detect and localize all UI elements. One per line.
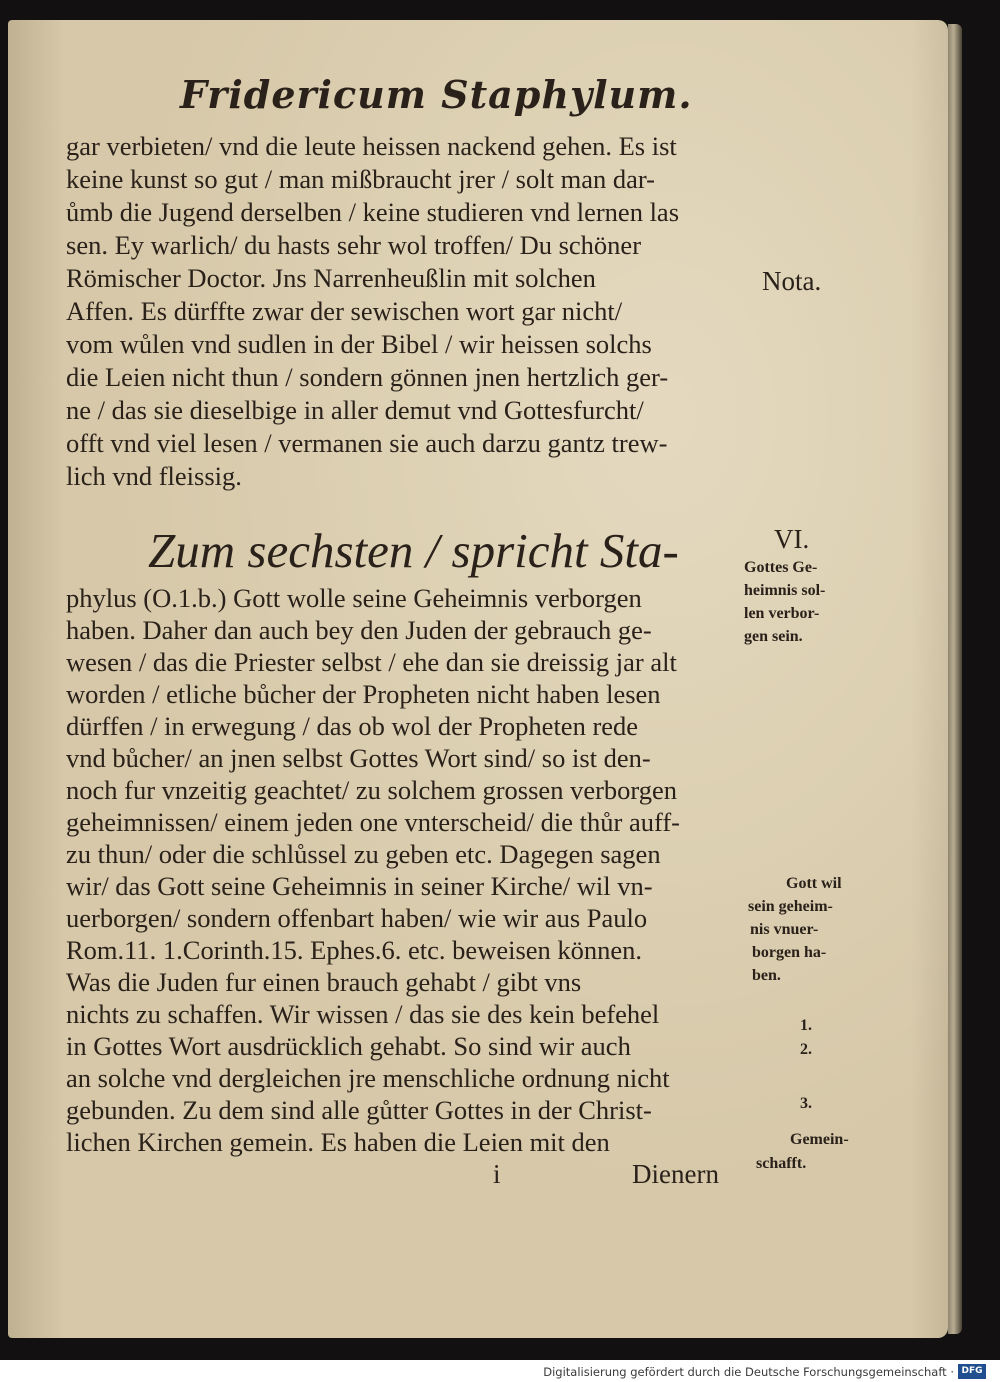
text-line: Affen. Es dürffte zwar der sewischen wort gar nicht/	[66, 296, 623, 326]
text-line: keine kunst so gut / man mißbraucht jrer / solt man dar-	[66, 164, 655, 194]
margin-section-number: VI.	[774, 524, 810, 554]
text-line: noch fur vnzeitig geachtet/ zu solchem grossen verborgen	[66, 775, 678, 805]
signature-mark: i	[493, 1159, 501, 1189]
text-line: lichen Kirchen gemein. Es haben die Leien mit den	[66, 1127, 610, 1157]
text-line: die Leien nicht thun / sondern gönnen jnen hertzlich ger-	[66, 362, 669, 392]
text-line: in Gottes Wort ausdrücklich gehabt. So sind wir auch	[66, 1031, 631, 1061]
margin-note-line: len verbor-	[744, 605, 820, 622]
text-line: vom wůlen vnd sudlen in der Bibel / wir heissen solchs	[66, 329, 652, 359]
dfg-logo: DFG	[958, 1364, 986, 1379]
margin-note-line: Gemein-	[790, 1131, 849, 1148]
text-line: wesen / das die Priester selbst / ehe dan sie dreissig jar alt	[66, 647, 677, 677]
margin-note-line: sein geheim-	[748, 898, 833, 915]
text-line: lich vnd fleissig.	[66, 461, 242, 491]
text-line: haben. Daher dan auch bey den Juden der gebrauch ge-	[66, 615, 652, 645]
margin-note-line: ben.	[752, 967, 781, 984]
page-edge	[948, 24, 962, 1334]
text-line: ne / das sie dieselbige in aller demut vnd Gottesfurcht/	[66, 395, 644, 425]
margin-note-line: nis vnuer-	[750, 921, 819, 938]
text-line: wir/ das Gott seine Geheimnis in seiner Kirche/ wil vn-	[66, 871, 653, 901]
text-line: Rom.11. 1.Corinth.15. Ephes.6. etc. beweisen können.	[66, 935, 643, 965]
margin-note-line: heimnis sol-	[744, 582, 826, 599]
text-line: gebunden. Zu dem sind alle gůtter Gottes in der Christ-	[66, 1095, 652, 1125]
margin-number: 3.	[800, 1095, 812, 1112]
text-line: nichts zu schaffen. Wir wissen / das sie des kein befehel	[66, 999, 660, 1029]
margin-nota: Nota.	[762, 266, 822, 296]
text-line: gar verbieten/ vnd die leute heissen nackend gehen. Es ist	[66, 131, 677, 161]
dfg-credit: Digitalisierung gefördert durch die Deutsche Forschungsgemeinschaft ·	[543, 1365, 954, 1379]
margin-note-line: Gott wil	[786, 875, 842, 892]
text-line: Was die Juden fur einen brauch gehabt / gibt vns	[66, 967, 582, 997]
text-line: offt vnd viel lesen / vermanen sie auch darzu gantz trew-	[66, 428, 668, 458]
text-line: vnd bůcher/ an jnen selbst Gottes Wort sind/ so ist den-	[66, 743, 651, 773]
text-line: zu thun/ oder die schlůssel zu geben etc. Dagegen sagen	[66, 839, 661, 869]
text-line: ůmb die Jugend derselben / keine studieren vnd lernen las	[66, 197, 680, 227]
text-line: worden / etliche bůcher der Propheten nicht haben lesen	[66, 679, 661, 709]
margin-note-line: gen sein.	[744, 628, 803, 645]
text-line: dürffen / in erwegung / das ob wol der Propheten rede	[66, 711, 639, 741]
running-head: Fridericum Staphylum.	[180, 72, 693, 117]
text-line: phylus (O.1.b.) Gott wolle seine Geheimnis verborgen	[66, 583, 642, 613]
section-heading: Zum sechsten / spricht Sta-	[148, 523, 679, 578]
margin-note-line: schafft.	[756, 1155, 807, 1172]
text-line: geheimnissen/ einem jeden one vnterscheid/ die thůr auff-	[66, 807, 680, 837]
catchword: Dienern	[632, 1159, 719, 1189]
text-line: sen. Ey warlich/ du hasts sehr wol troffen/ Du schöner	[66, 230, 642, 260]
margin-number: 2.	[800, 1041, 812, 1058]
margin-note-line: Gottes Ge-	[744, 559, 818, 576]
text-line: an solche vnd dergleichen jre menschliche ordnung nicht	[66, 1063, 670, 1093]
text-line: Römischer Doctor. Jns Narrenheußlin mit solchen	[66, 263, 596, 293]
margin-number: 1.	[800, 1017, 812, 1034]
text-line: uerborgen/ sondern offenbart haben/ wie wir aus Paulo	[66, 903, 648, 933]
margin-note-line: borgen ha-	[752, 944, 827, 961]
